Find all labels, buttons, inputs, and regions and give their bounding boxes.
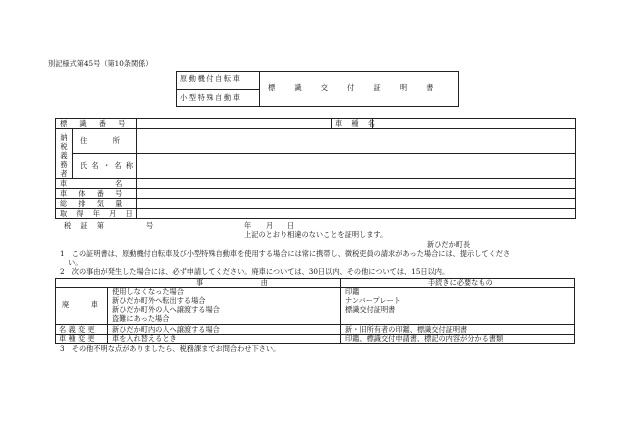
note-2: 2 次の事由が発生した場合には、必ず申請してください。廃車については、30日以内、その他については、15日以内。 [60,267,450,276]
reasons-col-divider [107,287,108,344]
document-title: 標 識 交 付 証 明 書 [268,83,440,92]
vehicle-type-small-special: 小型特殊自動車 [180,93,242,102]
required-item: 印鑑、標識交付申請書、標記の内容が分かる書類 [345,334,504,343]
category-name-change: 名 義 変 更 [59,325,95,334]
row-divider [55,128,576,129]
reason-item: 新ひだか町外へ転出する場合 [112,296,206,305]
vehicle-kind-label: 車 種 名 [335,119,376,128]
acquisition-date-label: 取 得 年 月 日 [60,209,134,218]
vehicle-name-label: 車 名 [60,179,125,188]
reasons-col-divider [340,278,341,344]
reasons-header-reason: 事 由 [196,278,268,287]
issuer-name: 新ひだか町長 [427,240,471,249]
note-1-continued: い。 [68,258,83,267]
tax-cert-no-label: 税 証 第 [64,221,105,230]
number-suffix: 号 [146,221,154,230]
row-divider [55,198,576,199]
row-divider [55,188,576,189]
certification-statement: 上記のとおり相違のないことを証明します。 [244,230,388,239]
note-1: 1 この証明書は、原動機付自転車及び小型特殊自動車を使用する場合には常に携帯し、徴税吏員の請求があった場合には、提示してくださ [60,249,511,258]
form-number-label: 別記様式第45号（第10条関係） [48,59,153,68]
displacement-label: 総 排 気 量 [60,199,125,208]
month-label: 月 [266,221,274,230]
required-item: ナンバープレート [345,296,401,305]
required-item: 標識交付証明書 [345,305,396,314]
reasons-header-items: 手続きに必要なもの [428,278,493,287]
reason-item: 盗難にあった場合 [112,314,170,323]
name-label: 氏 名 ・ 名 称 [80,161,135,170]
reason-item: 使用しなくなった場合 [112,287,184,296]
day-label: 日 [287,221,295,230]
category-type-change: 車 種 変 更 [59,334,95,343]
reason-item: 車を入れ替えるとき [112,334,177,343]
note-3: 3 その他不明な点がありましたら、税務課までお問合わせ下さい。 [60,344,281,353]
reason-item: 新ひだか町内の人へ譲渡する場合 [112,325,220,334]
vehicle-type-moped: 原動機付自転車 [180,74,242,83]
col-divider [136,118,137,219]
row-divider [72,153,576,154]
year-label: 年 [244,221,252,230]
category-scrap: 廃 車 [62,300,98,309]
plate-number-label: 標 識 番 号 [60,119,128,128]
reason-item: 新ひだか町外の人へ譲渡する場合 [112,305,220,314]
required-item: 印鑑 [345,287,360,296]
vehicle-type-divider [176,89,260,90]
chassis-number-label: 車 体 番 号 [60,189,125,198]
row-divider [55,178,576,179]
address-label: 住 所 [80,136,121,145]
col-divider [72,128,73,178]
required-item: 新・旧所有者の印鑑、標識交付証明書 [345,325,468,334]
col-divider [331,118,332,128]
taxpayer-label: 納税義務者 [60,133,68,178]
